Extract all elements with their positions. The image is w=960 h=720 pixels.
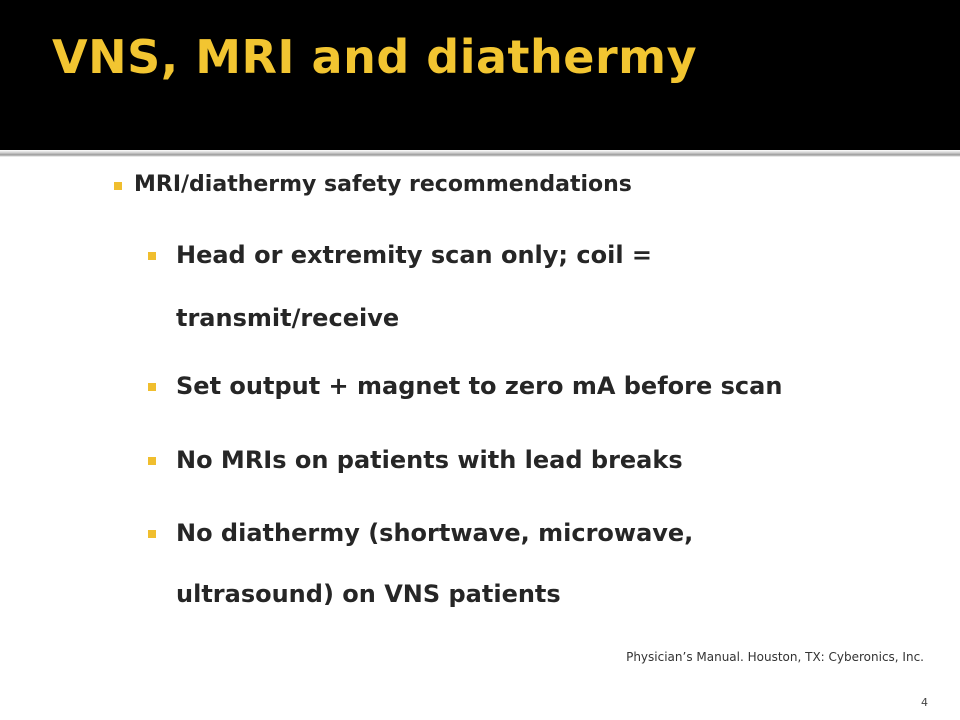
slide-title: VNS, MRI and diathermy [52, 30, 698, 84]
page-number: 4 [921, 696, 928, 709]
bullet-item-2-continued: transmit/receive [176, 304, 400, 332]
bullet-square-icon [114, 182, 122, 190]
bullet-item-4: No MRIs on patients with lead breaks [176, 446, 683, 474]
bullet-square-icon [148, 383, 156, 391]
bullet-item-5: No diathermy (shortwave, microwave, [176, 519, 694, 547]
bullet-item-2: Head or extremity scan only; coil = [176, 241, 653, 269]
citation: Physician’s Manual. Houston, TX: Cyberonics, Inc. [626, 650, 924, 664]
bullet-square-icon [148, 457, 156, 465]
bullet-square-icon [148, 530, 156, 538]
bullet-square-icon [148, 252, 156, 260]
bullet-item-5-continued: ultrasound) on VNS patients [176, 580, 561, 608]
bullet-item-3: Set output + magnet to zero mA before scan [176, 372, 783, 400]
title-divider [0, 150, 960, 157]
bullet-item-1: MRI/diathermy safety recommendations [134, 172, 632, 197]
title-bar [0, 0, 960, 150]
